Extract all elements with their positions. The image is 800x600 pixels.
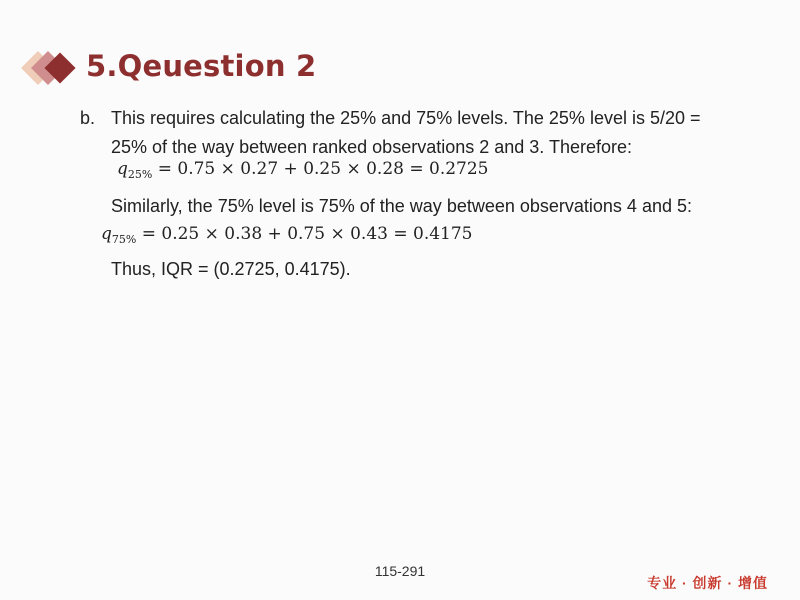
answer-line-1: This requires calculating the 25% and 75% levels. The 25% level is 5/20 = — [111, 108, 701, 128]
slide-title: 5.Qeuestion 2 — [86, 49, 317, 83]
footer-slogan: 专业 · 创新 · 增值 — [647, 575, 768, 591]
answer-line-3: Similarly, the 75% level is 75% of the way between observations 4 and 5: — [111, 196, 692, 216]
eq1-expression: = 0.75 × 0.27 + 0.25 × 0.28 = 0.2725 — [152, 159, 489, 179]
eq2-expression: = 0.25 × 0.38 + 0.75 × 0.43 = 0.4175 — [136, 224, 473, 244]
answer-line-4: Thus, IQR = (0.2725, 0.4175). — [111, 259, 351, 279]
eq1-variable: q — [117, 159, 128, 179]
eq2-variable: q — [101, 224, 112, 244]
eq1-subscript: 25% — [127, 168, 153, 181]
item-marker: b. — [80, 108, 96, 128]
equation-q25 — [117, 159, 489, 181]
page-number: 115-291 — [374, 563, 426, 579]
equation-q75 — [101, 224, 473, 246]
title-diamond-logo — [18, 48, 80, 92]
answer-item-b — [80, 104, 770, 162]
eq2-subscript: 75% — [111, 233, 137, 246]
answer-body — [80, 104, 770, 162]
answer-line-2: 25% of the way between ranked observations 2 and 3. Therefore: — [111, 137, 632, 157]
